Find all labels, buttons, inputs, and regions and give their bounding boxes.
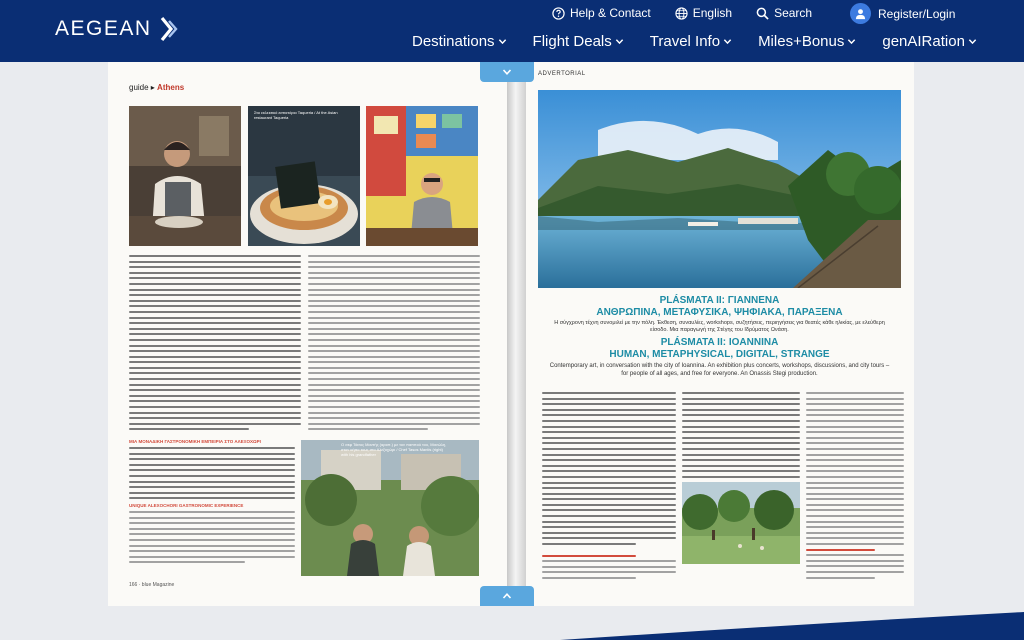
chevron-down-icon: [498, 37, 507, 46]
section-label: guide: [129, 83, 149, 92]
logo-chevron-icon: [158, 16, 180, 42]
subtitle-english: Contemporary art, in conversation with the city of Ioannina. An exhibition plus concerts, workshops, discussions, and city tours – for people of all ages, and free for everyone. An Onassis Stegi production.: [549, 363, 890, 378]
chevron-down-icon: [615, 37, 624, 46]
box-heading-gr: ΜΙΑ ΜΟΝΑΔΙΚΗ ΓΑΣΤΡΟΝΟΜΙΚΗ ΕΜΠΕΙΡΙΑ ΣΤΟ ΑΛΕΞΟΧΩΡΙ: [129, 439, 261, 444]
restaurant-owner-photo: [366, 106, 478, 246]
chevron-down-icon: [968, 37, 977, 46]
nav-flight-deals[interactable]: [533, 33, 624, 50]
park-photo: [682, 482, 800, 564]
globe-icon: [675, 7, 688, 20]
utility-links: [552, 6, 836, 20]
ioannina-lake-photo: [538, 90, 901, 288]
nav-miles-bonus[interactable]: [758, 33, 856, 50]
city-label: Athens: [157, 83, 185, 92]
footer-wave-decoration: [560, 606, 1024, 640]
language-link[interactable]: [675, 6, 732, 20]
magazine-spine: [507, 62, 526, 606]
nav-genairation-label: genAIRation: [882, 33, 965, 50]
language-label: English: [692, 6, 733, 20]
title-greek-2: ΑΝΘΡΩΠΙΝΑ, ΜΕΤΑΦΥΣΙΚΑ, ΨΗΦΙΑΚΑ, ΠΑΡΑΞΕΝΑ: [596, 307, 843, 318]
nav-travel-info-label: Travel Info: [649, 33, 721, 50]
title-greek-1: PLÁSMATA II: ΓΙΑΝΝΕΝΑ: [659, 295, 780, 306]
help-circle-icon: [552, 7, 565, 20]
article-text-english: [806, 392, 904, 582]
search-label: Search: [774, 6, 813, 20]
help-contact-link[interactable]: [552, 6, 651, 20]
nav-miles-bonus-label: Miles+Bonus: [758, 33, 845, 50]
garden-photo-caption: Ο σεφ Τάσος Μαντής (αριστ.) με τον παππού του, Μανώλη, στον κήπο τους στο Αλεξοχώρι / Chef Tasos Mantis (right) with his grandfather: [341, 442, 447, 458]
chevron-up-icon: [502, 591, 512, 601]
nav-genairation[interactable]: [882, 33, 977, 50]
ramen-photo: [248, 106, 360, 246]
main-nav: [412, 33, 977, 50]
page-folio: 166 · blue Magazine: [129, 582, 175, 588]
user-avatar-icon: [850, 3, 871, 24]
advertorial-label: ADVERTORIAL: [538, 71, 586, 77]
photo-caption: Στο εκλεκτικό εστιατόριο Taqueria / At the Asian restaurant Taqueria: [254, 110, 338, 121]
chef-photo: [129, 106, 241, 246]
register-login-label: Register/Login: [878, 6, 956, 21]
title-english-1: PLÁSMATA II: IOANNINA: [660, 337, 779, 348]
logo-text: AEGEAN: [55, 17, 152, 40]
box-heading-en: UNIQUE ALEXOCHORI GASTRONOMIC EXPERIENCE: [129, 502, 244, 508]
site-header: [0, 0, 1024, 62]
next-page-button[interactable]: [480, 586, 534, 606]
chevron-down-icon: [847, 37, 856, 46]
aegean-logo[interactable]: [55, 16, 180, 42]
magazine-viewer[interactable]: [108, 62, 914, 606]
magazine-page-right[interactable]: [526, 62, 914, 606]
nav-flight-deals-label: Flight Deals: [532, 33, 612, 50]
register-login-button[interactable]: [850, 3, 955, 24]
magazine-page-left[interactable]: [108, 62, 507, 606]
title-english-2: HUMAN, METAPHYSICAL, DIGITAL, STRANGE: [609, 349, 830, 360]
garden-photo: [301, 440, 479, 576]
section-heading: guide ▸ Athens: [129, 83, 185, 92]
nav-destinations[interactable]: [412, 33, 507, 50]
nav-travel-info[interactable]: [650, 33, 732, 50]
chevron-down-icon: [723, 37, 732, 46]
subtitle-greek: Η σύγχρονη τέχνη συνομιλεί με την πόλη. Έκθεση, συναυλίες, workshops, συζητήσεις, περιηγήσεις για θεατές κάθε ηλικίας, με ελεύθερη είσοδο. Μια παραγωγή της Στέγης του Ιδρύματος Ωνάση.: [554, 320, 885, 334]
search-link[interactable]: [756, 6, 812, 20]
nav-destinations-label: Destinations: [412, 33, 495, 50]
previous-page-button[interactable]: [480, 62, 534, 82]
chevron-down-icon: [502, 67, 512, 77]
article-text-greek: [542, 392, 676, 583]
body-text-column-2: [308, 255, 480, 434]
search-icon: [756, 7, 769, 20]
body-text-column-1: [129, 255, 301, 434]
help-contact-label: Help & Contact: [570, 6, 651, 20]
